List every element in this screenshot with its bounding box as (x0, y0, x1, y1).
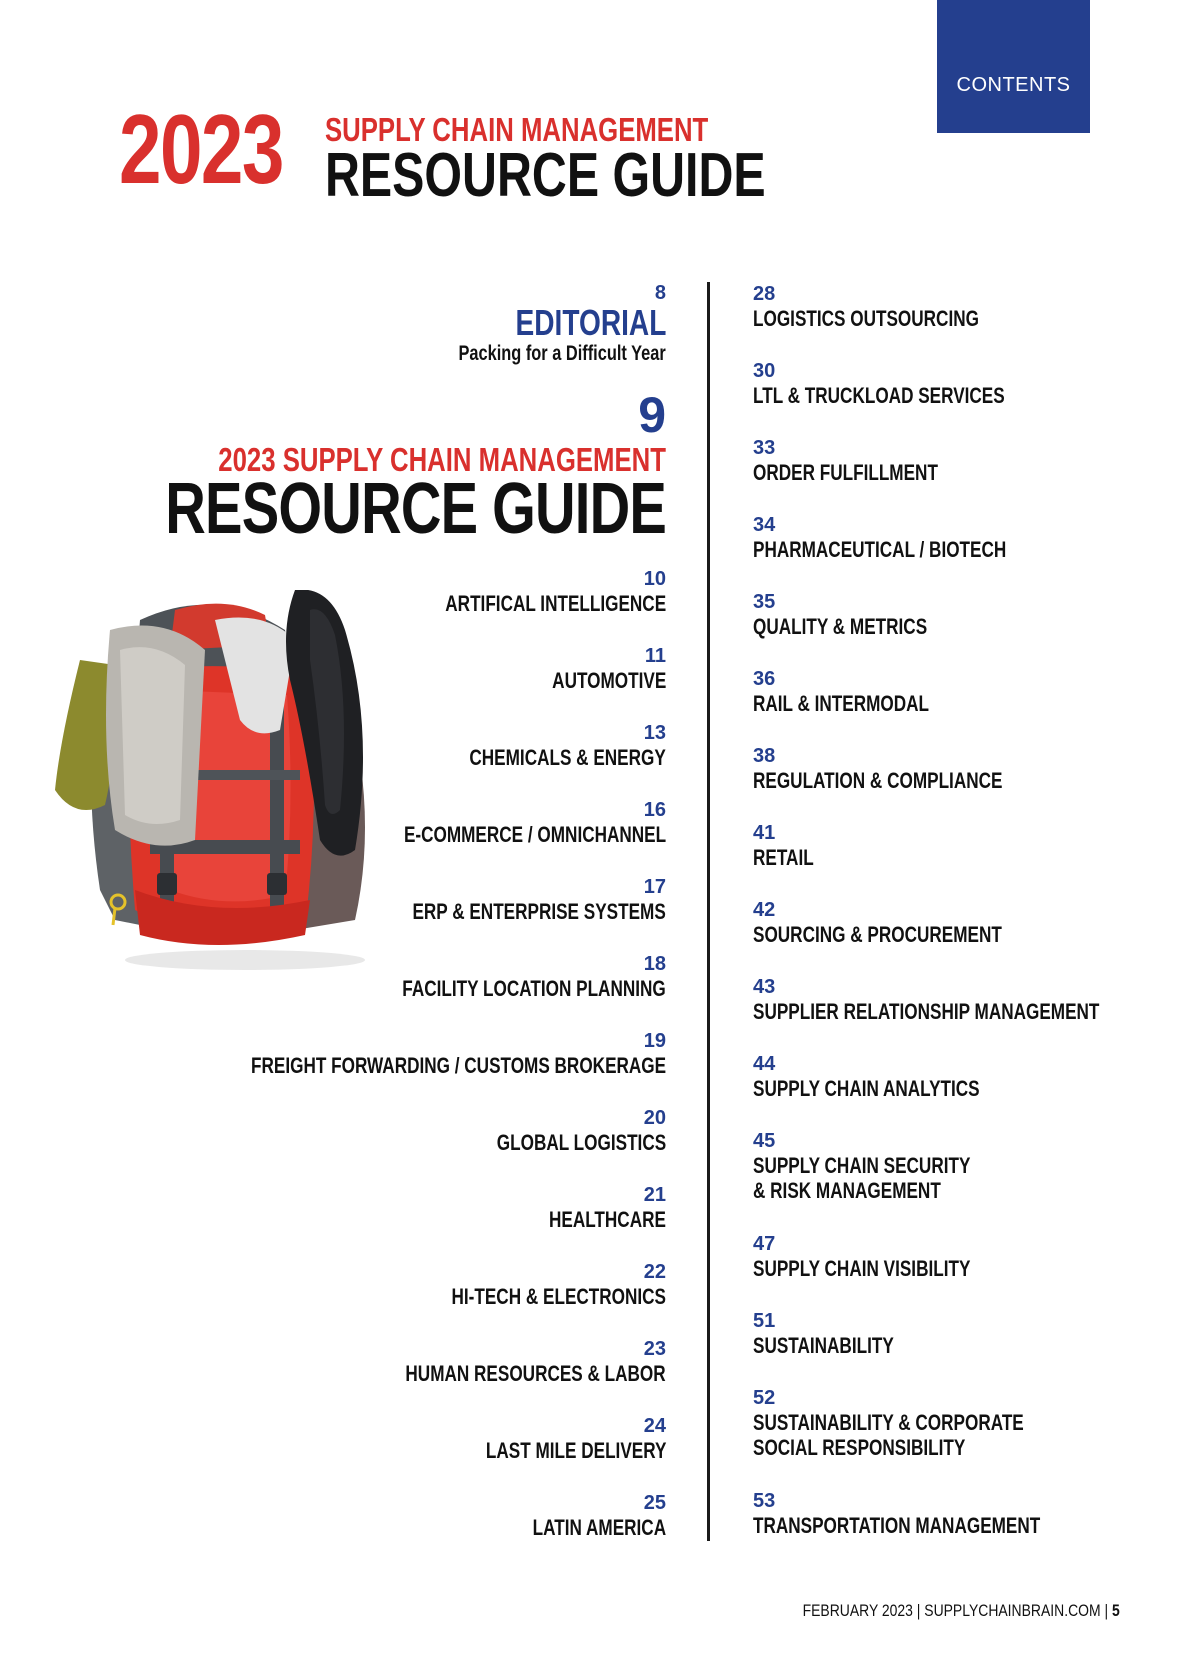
toc-page-number: 22 (643, 1261, 666, 1283)
toc-entry[interactable] (753, 590, 976, 639)
toc-entry[interactable] (753, 1309, 933, 1358)
toc-label: ERP & ENTERPRISE SYSTEMS (412, 899, 666, 924)
toc-entry[interactable] (383, 567, 666, 616)
toc-label: AUTOMOTIVE (551, 668, 666, 693)
toc-page-number: 34 (753, 514, 776, 536)
column-divider (707, 282, 710, 1541)
editorial-subtitle: Packing for a Difficult Year (458, 342, 666, 365)
toc-page-number: 21 (643, 1184, 666, 1206)
toc-page-number: 51 (753, 1310, 776, 1332)
toc-label: TRANSPORTATION MANAGEMENT (753, 1513, 1041, 1538)
toc-entry[interactable] (753, 821, 831, 870)
toc-page-number: 17 (643, 876, 666, 898)
toc-entry[interactable] (328, 952, 666, 1001)
guide-subtitle: 2023 SUPPLY CHAIN MANAGEMENT (218, 441, 666, 478)
toc-entry[interactable] (332, 1337, 666, 1386)
toc-page-number: 33 (753, 437, 776, 459)
toc-entry[interactable] (520, 644, 666, 693)
toc-label: HI-TECH & ELECTRONICS (451, 1284, 666, 1309)
toc-entry[interactable] (435, 1414, 666, 1463)
toc-page-number: 53 (753, 1490, 776, 1512)
contents-tab-label: CONTENTS (956, 74, 1071, 96)
toc-entry[interactable] (753, 282, 1043, 331)
toc-label: GLOBAL LOGISTICS (496, 1130, 666, 1155)
toc-entry[interactable] (753, 1386, 1100, 1460)
toc-page-number: 36 (753, 668, 776, 690)
toc-page-number: 52 (753, 1387, 776, 1409)
toc-label: REGULATION & COMPLIANCE (753, 768, 1003, 793)
toc-page-number: 43 (753, 976, 776, 998)
toc-page-number: 25 (643, 1492, 666, 1514)
toc-label: HEALTHCARE (549, 1207, 666, 1232)
toc-label: ORDER FULFILLMENT (753, 460, 938, 485)
toc-page-number: 47 (753, 1233, 776, 1255)
toc-label: LATIN AMERICA (532, 1515, 666, 1540)
toc-page-number: 45 (753, 1130, 776, 1152)
toc-entry[interactable] (753, 359, 1076, 408)
toc-label: HUMAN RESOURCES & LABOR (405, 1361, 666, 1386)
toc-page-number: 38 (753, 745, 776, 767)
toc-entry[interactable] (449, 1106, 666, 1155)
toc-page-number: 20 (643, 1107, 666, 1129)
toc-entry[interactable] (753, 1129, 1032, 1203)
header-year: 2023 (119, 94, 283, 204)
toc-entry[interactable] (391, 1260, 666, 1309)
toc-label: LAST MILE DELIVERY (485, 1438, 666, 1463)
toc-label: QUALITY & METRICS (753, 614, 928, 639)
toc-label: CHEMICALS & ENERGY (469, 745, 666, 770)
toc-label-line2: SOCIAL RESPONSIBILITY (753, 1435, 966, 1460)
toc-page-number: 10 (643, 568, 666, 590)
guide-page-number[interactable]: 9 (638, 387, 666, 443)
toc-label: SOURCING & PROCUREMENT (753, 922, 1002, 947)
toc-page-number: 18 (643, 953, 666, 975)
toc-label: FACILITY LOCATION PLANNING (402, 976, 666, 1001)
toc-entry[interactable] (495, 1491, 666, 1540)
toc-entry[interactable] (414, 721, 666, 770)
toc-page-number: 24 (643, 1415, 666, 1437)
toc-entry[interactable] (330, 798, 666, 847)
toc-page-number: 44 (753, 1053, 776, 1075)
toc-label: LOGISTICS OUTSOURCING (753, 306, 979, 331)
toc-entry[interactable] (753, 436, 990, 485)
toc-page-number: 19 (643, 1030, 666, 1052)
toc-label: RAIL & INTERMODAL (753, 691, 930, 716)
toc-page-number: 30 (753, 360, 776, 382)
toc-label: PHARMACEUTICAL / BIOTECH (753, 537, 1007, 562)
toc-page-number: 42 (753, 899, 776, 921)
contents-tab (937, 0, 1090, 133)
toc-label: E-COMMERCE / OMNICHANNEL (403, 822, 666, 847)
toc-entry[interactable] (516, 1183, 666, 1232)
editorial-page-number[interactable]: 8 (654, 282, 666, 304)
toc-label: FREIGHT FORWARDING / CUSTOMS BROKERAGE (250, 1053, 666, 1078)
toc-page-number: 16 (643, 799, 666, 821)
toc-entry[interactable] (753, 1489, 1121, 1538)
toc-page-number: 23 (643, 1338, 666, 1360)
toc-entry[interactable] (134, 1029, 666, 1078)
editorial-title[interactable]: EDITORIAL (515, 302, 666, 343)
toc-entry[interactable] (753, 513, 1078, 562)
guide-title[interactable]: RESOURCE GUIDE (165, 469, 666, 549)
footer-publication: FEBRUARY 2023 | SUPPLYCHAINBRAIN.COM | (802, 1601, 1113, 1620)
toc-page-number: 35 (753, 591, 776, 613)
toc-entry[interactable] (753, 1232, 1032, 1281)
toc-entry[interactable] (753, 667, 979, 716)
toc-label: SUPPLY CHAIN SECURITY (753, 1153, 971, 1178)
footer-page-number: 5 (1112, 1601, 1120, 1620)
toc-label: ARTIFICAL INTELLIGENCE (445, 591, 666, 616)
toc-page-number: 13 (643, 722, 666, 744)
toc-label-line2: & RISK MANAGEMENT (753, 1178, 941, 1203)
toc-label: LTL & TRUCKLOAD SERVICES (753, 383, 1005, 408)
toc-entry[interactable] (753, 898, 1072, 947)
toc-label: SUPPLY CHAIN ANALYTICS (753, 1076, 980, 1101)
toc-page-number: 41 (753, 822, 776, 844)
toc-entry[interactable] (753, 1052, 1044, 1101)
header-title: RESOURCE GUIDE (325, 141, 766, 210)
toc-label: RETAIL (753, 845, 814, 870)
toc-label: SUPPLY CHAIN VISIBILITY (753, 1256, 971, 1281)
toc-entry[interactable] (753, 975, 1197, 1024)
toc-label: SUSTAINABILITY (753, 1333, 894, 1358)
toc-page-number: 28 (753, 283, 776, 305)
toc-page-number: 11 (644, 645, 666, 667)
toc-entry[interactable] (753, 744, 1073, 793)
toc-label: SUSTAINABILITY & CORPORATE (753, 1410, 1024, 1435)
toc-entry[interactable] (341, 875, 666, 924)
page-footer (803, 1601, 1120, 1621)
toc-label: SUPPLIER RELATIONSHIP MANAGEMENT (753, 999, 1100, 1024)
header-subtitle: SUPPLY CHAIN MANAGEMENT (325, 111, 709, 148)
